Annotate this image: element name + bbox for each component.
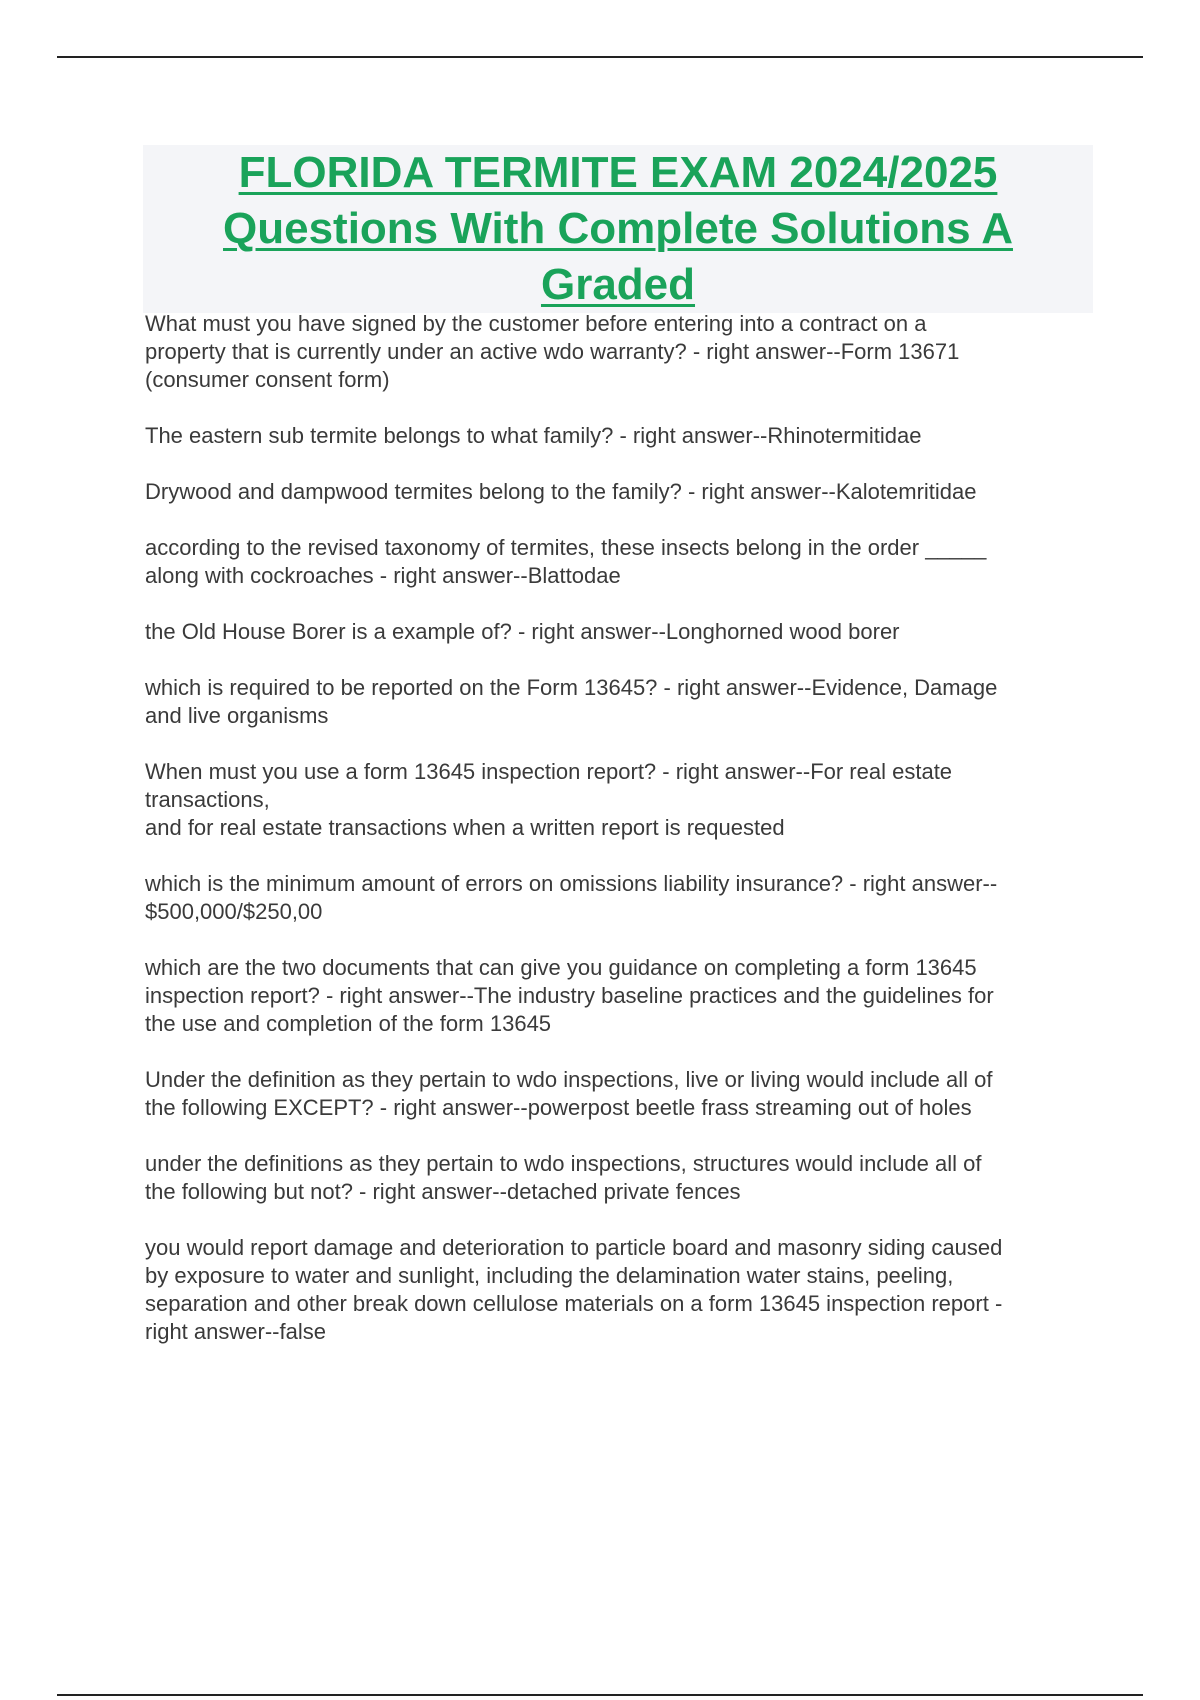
- qa-text-line: and live organisms: [145, 703, 329, 728]
- qa-text-line: by exposure to water and sunlight, including the delamination water stains, peeling,: [145, 1263, 954, 1288]
- qa-text-line: under the definitions as they pertain to wdo inspections, structures would include all of: [145, 1151, 982, 1176]
- footer-rule: [57, 1694, 1143, 1696]
- qa-text-line: which are the two documents that can give you guidance on completing a form 13645: [145, 955, 977, 980]
- qa-item: [145, 618, 1095, 646]
- qa-text-line: Drywood and dampwood termites belong to the family? - right answer--Kalotemritidae: [145, 479, 977, 504]
- qa-text-line: What must you have signed by the customer before entering into a contract on a: [145, 311, 927, 336]
- qa-text-line: separation and other break down cellulose materials on a form 13645 inspection report -: [145, 1291, 1003, 1316]
- qa-text-line: the following EXCEPT? - right answer--powerpost beetle frass streaming out of holes: [145, 1095, 972, 1120]
- qa-text-line: and for real estate transactions when a written report is requested: [145, 815, 785, 840]
- qa-list: [145, 310, 1095, 1374]
- qa-item: [145, 534, 1095, 590]
- qa-item: [145, 1234, 1095, 1346]
- qa-text-line: $500,000/$250,00: [145, 899, 323, 924]
- title-line: Graded: [540, 260, 696, 309]
- qa-text-line: which is required to be reported on the Form 13645? - right answer--Evidence, Damage: [145, 675, 998, 700]
- header-rule: [57, 56, 1143, 58]
- qa-item: [145, 422, 1095, 450]
- title-line: FLORIDA TERMITE EXAM 2024/2025: [238, 148, 998, 197]
- qa-text-line: right answer--false: [145, 1319, 326, 1344]
- qa-item: [145, 1150, 1095, 1206]
- qa-text-line: inspection report? - right answer--The industry baseline practices and the guidelines for: [145, 983, 994, 1008]
- qa-text-line: the following but not? - right answer--detached private fences: [145, 1179, 741, 1204]
- qa-text-line: the Old House Borer is a example of? - right answer--Longhorned wood borer: [145, 619, 900, 644]
- qa-text-line: The eastern sub termite belongs to what family? - right answer--Rhinotermitidae: [145, 423, 922, 448]
- qa-item: [145, 1066, 1095, 1122]
- qa-text-line: according to the revised taxonomy of termites, these insects belong in the order _____: [145, 535, 987, 560]
- qa-text-line: the use and completion of the form 13645: [145, 1011, 552, 1036]
- qa-item: [145, 674, 1095, 730]
- qa-item: [145, 758, 1095, 842]
- qa-text-line: property that is currently under an active wdo warranty? - right answer--Form 13671: [145, 339, 960, 364]
- title-line: Questions With Complete Solutions A: [223, 204, 1013, 253]
- qa-item: [145, 478, 1095, 506]
- qa-item: [145, 310, 1095, 394]
- qa-text-line: which is the minimum amount of errors on omissions liability insurance? - right answer--: [145, 871, 998, 896]
- qa-text-line: When must you use a form 13645 inspection report? - right answer--For real estate: [145, 759, 953, 784]
- qa-text-line: you would report damage and deterioration to particle board and masonry siding caused: [145, 1235, 1003, 1260]
- qa-text-line: Under the definition as they pertain to wdo inspections, live or living would include all of: [145, 1067, 993, 1092]
- document-title: [143, 145, 1093, 313]
- qa-text-line: transactions,: [145, 787, 270, 812]
- qa-item: [145, 870, 1095, 926]
- title-box: [143, 145, 1093, 313]
- qa-text-line: along with cockroaches - right answer--Blattodae: [145, 563, 621, 588]
- qa-item: [145, 954, 1095, 1038]
- qa-text-line: (consumer consent form): [145, 367, 390, 392]
